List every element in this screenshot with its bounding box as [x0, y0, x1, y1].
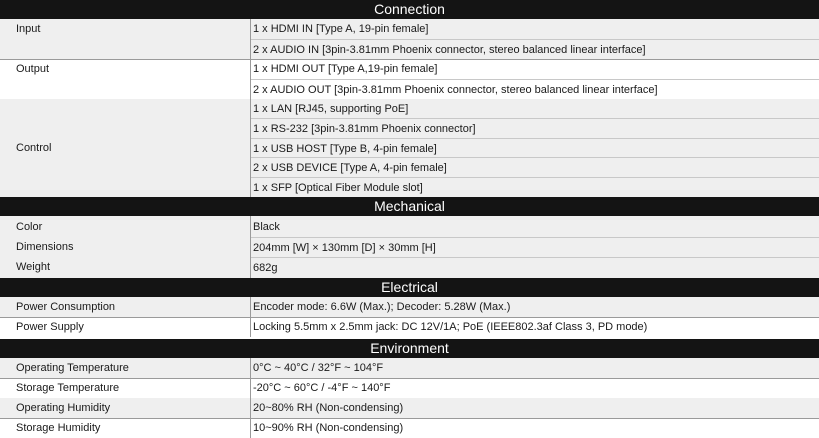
row-value: 2 x AUDIO IN [3pin-3.81mm Phoenix connector, stereo balanced linear interface] — [251, 39, 819, 59]
row-label-operating-temperature: Operating Temperature — [16, 362, 129, 374]
row-value: -20°C ~ 60°C / -4°F ~ 140°F — [253, 382, 391, 394]
row-value: 204mm [W] × 130mm [D] × 30mm [H] — [251, 237, 819, 257]
row-value: 2 x AUDIO OUT [3pin-3.81mm Phoenix connector, stereo balanced linear interface] — [251, 79, 819, 99]
section-header-connection: Connection — [0, 0, 819, 19]
group-operating-temperature — [0, 358, 819, 378]
row-value: 1 x RS-232 [3pin-3.81mm Phoenix connector] — [251, 118, 819, 138]
row-value: Black — [253, 221, 280, 233]
row-value: 2 x USB DEVICE [Type A, 4-pin female] — [251, 157, 819, 177]
row-value: 1 x USB HOST [Type B, 4-pin female] — [251, 138, 819, 158]
group-operating-humidity — [0, 398, 819, 418]
section-header-mechanical: Mechanical — [0, 197, 819, 216]
row-label-storage-temperature: Storage Temperature — [16, 382, 120, 394]
row-value: 0°C ~ 40°C / 32°F ~ 104°F — [253, 362, 384, 374]
row-label-control: Control — [16, 142, 52, 154]
section-header-environment: Environment — [0, 339, 819, 358]
group-input — [0, 19, 819, 59]
group-storage-humidity — [0, 418, 819, 438]
group-power-consumption — [0, 297, 819, 317]
row-value: Encoder mode: 6.6W (Max.); Decoder: 5.28W (Max.) — [253, 301, 511, 313]
row-value: 10~90% RH (Non-condensing) — [253, 422, 404, 434]
row-value: 1 x HDMI OUT [Type A,19-pin female] — [253, 63, 438, 75]
row-value: 1 x HDMI IN [Type A, 19-pin female] — [253, 23, 429, 35]
row-label-color: Color — [16, 221, 43, 233]
group-storage-temperature — [0, 378, 819, 398]
group-control — [0, 99, 819, 197]
row-label-dimensions: Dimensions — [16, 241, 74, 253]
row-label-operating-humidity: Operating Humidity — [16, 402, 111, 414]
row-label-power-supply: Power Supply — [16, 321, 84, 333]
row-value: 20~80% RH (Non-condensing) — [253, 402, 404, 414]
row-label-weight: Weight — [16, 261, 51, 273]
section-header-electrical: Electrical — [0, 278, 819, 297]
group-output — [0, 59, 819, 99]
group-mechanical — [0, 216, 819, 278]
row-label-output: Output — [16, 63, 50, 75]
row-label-storage-humidity: Storage Humidity — [16, 422, 101, 434]
row-label-input: Input — [16, 23, 41, 35]
row-value: Locking 5.5mm x 2.5mm jack: DC 12V/1A; PoE (IEEE802.3af Class 3, PD mode) — [253, 321, 648, 333]
row-value: 1 x SFP [Optical Fiber Module slot] — [251, 177, 819, 197]
row-value: 1 x LAN [RJ45, supporting PoE] — [253, 103, 409, 115]
row-label-power-consumption: Power Consumption — [16, 301, 116, 313]
row-value: 682g — [251, 257, 819, 277]
group-power-supply — [0, 317, 819, 337]
